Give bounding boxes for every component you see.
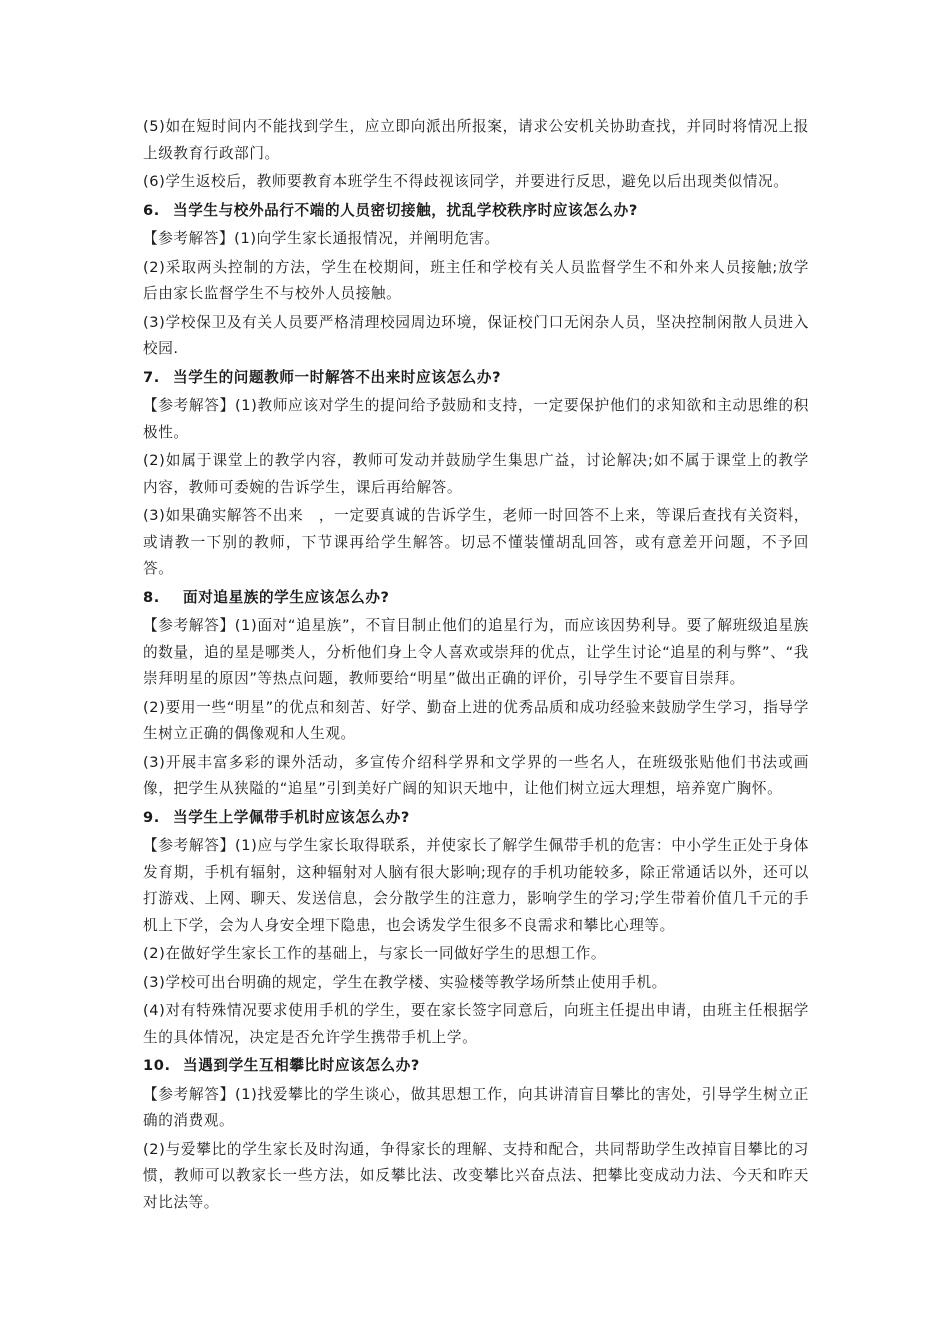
question-heading: 8. 面对追星族的学生应该怎么办?: [143, 585, 809, 612]
answer-paragraph: 【参考解答】(1)面对“追星族”，不盲目制止他们的追星行为，而应该因势利导。要了解班级追星族的数量，追的星是哪类人，分析他们身上令人喜欢或崇拜的优点，让学生讨论“追星的利与弊”、“我崇拜明星的原因”等热点问题，教师要给“明星”做出正确的评价，引导学生不要盲目崇拜。: [143, 617, 809, 687]
question-heading: 6. 当学生与校外品行不端的人员密切接触，扰乱学校秩序时应该怎么办?: [143, 198, 809, 225]
answer-paragraph: 【参考解答】(1)应与学生家长取得联系，并使家长了解学生佩带手机的危害：中小学生正处于身体发育期，手机有辐射，这种辐射对人脑有很大影响;现存的手机功能较多，除正常通话以外，还可以打游戏、上网、聊天、发送信息，会分散学生的注意力，影响学生的学习;学生带着价值几千元的手机上下学，会为人身安全埋下隐患，也会诱发学生很多不良需求和攀比心理等。: [143, 837, 809, 934]
answer-tag: 【参考解答】: [143, 617, 235, 634]
paragraph: (3)如果确实解答不出来 ，一定要真诚的告诉学生，老师一时回答不上来，等课后查找有关资料，或请教一下别的教师，下节课再给学生解答。切忌不懂装懂胡乱回答，或有意差开问题，不予回答。: [143, 507, 809, 577]
answer-paragraph: 【参考解答】(1)找爱攀比的学生谈心，做其思想工作，向其讲清盲目攀比的害处，引导学生树立正确的消费观。: [143, 1085, 809, 1129]
answer-paragraph: 【参考解答】(1)教师应该对学生的提问给予鼓励和支持，一定要保护他们的求知欲和主动思维的积极性。: [143, 397, 809, 441]
paragraph: (3)开展丰富多彩的课外活动，多宣传介绍科学界和文学界的一些名人，在班级张贴他们书法或画像，把学生从狭隘的“追星”引到美好广阔的知识天地中，让他们树立远大理想，培养宽广胸怀。: [143, 753, 809, 797]
answer-tag: 【参考解答】: [143, 230, 235, 247]
paragraph: (3)学校可出台明确的规定，学生在教学楼、实验楼等教学场所禁止使用手机。: [143, 973, 667, 991]
paragraph: (2)在做好学生家长工作的基础上，与家长一同做好学生的思想工作。: [143, 945, 607, 962]
paragraph: (3)学校保卫及有关人员要严格清理校园周边环境，保证校门口无闲杂人员，坚决控制闲散人员进入校园.: [143, 313, 809, 357]
paragraph: (6)学生返校后，教师要教育本班学生不得歧视该同学，并要进行反思，避免以后出现类似情况。: [143, 173, 789, 190]
document-page: [143, 114, 809, 1218]
question-number: 10.: [143, 1057, 171, 1074]
question-heading: 9. 当学生上学佩带手机时应该怎么办?: [143, 805, 809, 832]
question-number: 9.: [143, 808, 160, 826]
question-number: 8.: [143, 588, 160, 606]
question-number: 6.: [143, 201, 160, 219]
question-heading: 7. 当学生的问题教师一时解答不出来时应该怎么办?: [143, 365, 809, 392]
question-heading: 10. 当遇到学生互相攀比时应该怎么办?: [143, 1053, 809, 1080]
paragraph: (2)如属于课堂上的教学内容，教师可发动并鼓励学生集思广益，讨论解决;如不属于课堂上的教学内容，教师可委婉的告诉学生，课后再给解答。: [143, 452, 809, 496]
question-number: 7.: [143, 368, 160, 386]
answer-tag: 【参考解答】: [143, 1085, 235, 1103]
paragraph: (5)如在短时间内不能找到学生，应立即向派出所报案，请求公安机关协助查找，并同时将情况上报上级教育行政部门。: [143, 118, 809, 162]
paragraph: (2)与爱攀比的学生家长及时沟通，争得家长的理解、支持和配合，共同帮助学生改掉盲目攀比的习惯，教师可以教家长一些方法，如反攀比法、改变攀比兴奋点法、把攀比变成动力法、今天和昨天对比法等。: [143, 1140, 809, 1211]
paragraph: (4)对有特殊情况要求使用手机的学生，要在家长签字同意后，向班主任提出申请，由班主任根据学生的具体情况，决定是否允许学生携带手机上学。: [143, 1002, 809, 1046]
answer-tag: 【参考解答】: [143, 397, 235, 414]
paragraph: (2)要用一些“明星”的优点和刻苦、好学、勤奋上进的优秀品质和成功经验来鼓励学生学习，指导学生树立正确的偶像观和人生观。: [143, 698, 809, 742]
answer-tag: 【参考解答】: [143, 837, 235, 854]
answer-paragraph: 【参考解答】(1)向学生家长通报情况，并阐明危害。: [143, 230, 500, 247]
paragraph: (2)采取两头控制的方法，学生在校期间，班主任和学校有关人员监督学生不和外来人员接触;放学后由家长监督学生不与校外人员接触。: [143, 258, 809, 302]
